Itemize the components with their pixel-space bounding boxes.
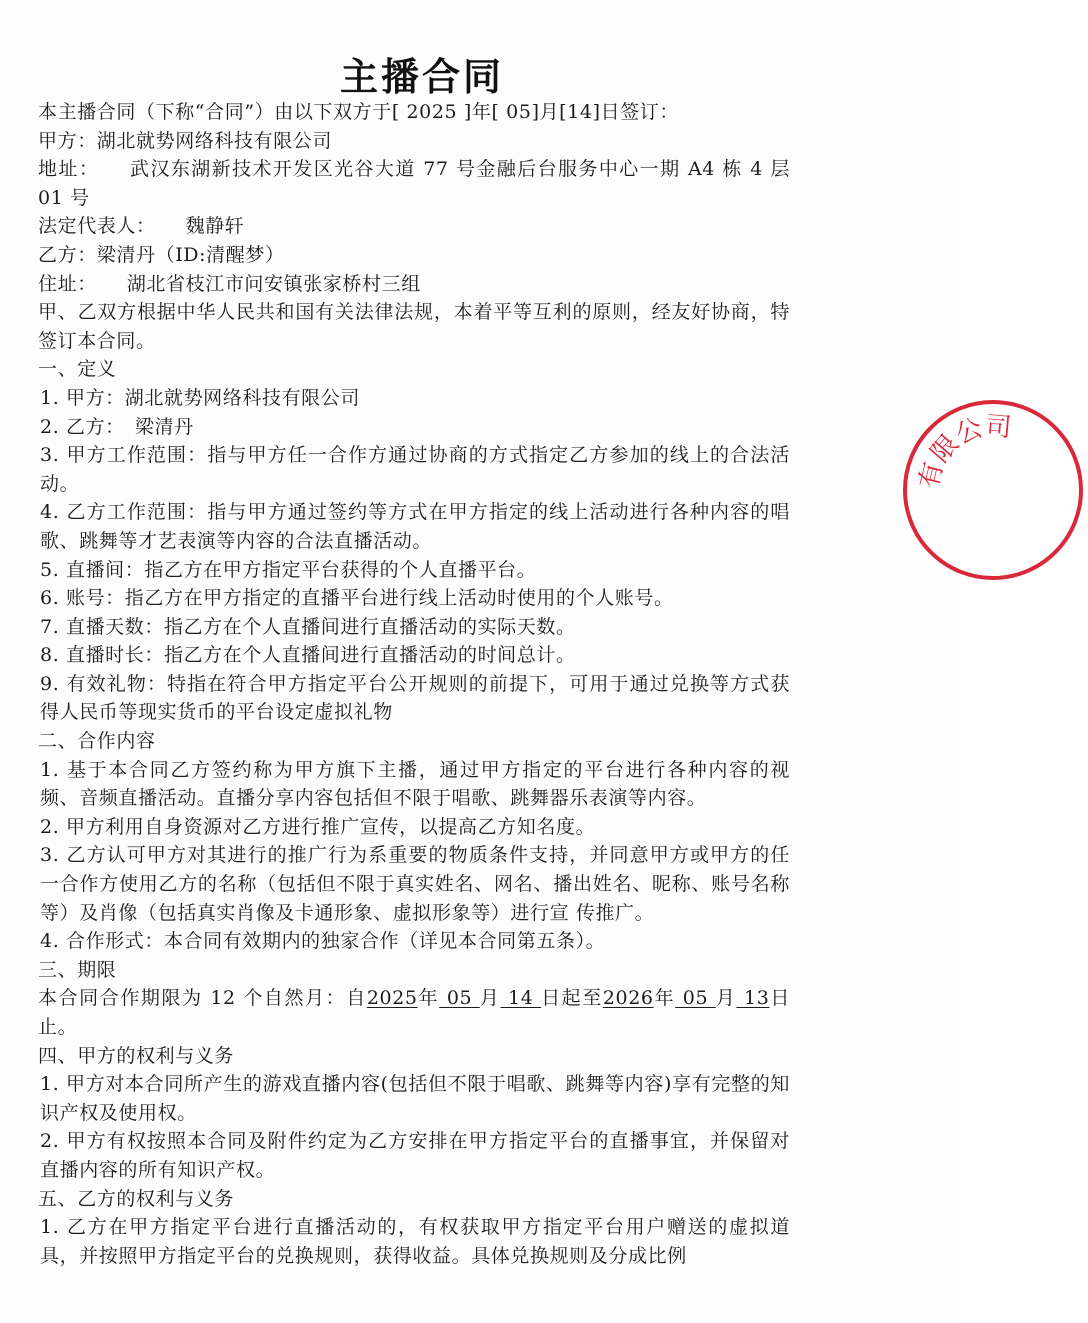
intro-line [38, 98, 790, 127]
intro-mid1: ]年[ [463, 101, 500, 123]
clause: 7. 直播天数：指乙方在个人直播间进行直播活动的实际天数。 [40, 615, 576, 638]
term-start-day: 14 [500, 987, 542, 1010]
legal-rep-value: 魏静轩 [185, 215, 245, 238]
term-year-label: 年 [653, 987, 676, 1010]
clause: 4. 乙方工作范围：指与甲方通过签约等方式在甲方指定的线上活动进行各种内容的唱歌、跳舞等才艺表演等内容的合法直播活动。 [40, 501, 790, 552]
term-year-label: 年 [417, 987, 440, 1010]
preamble-paragraph: 甲、乙双方根据中华人民共和国有关法律法规，本着平等互利的原则，经友好协商，特签订本合同。 [38, 301, 790, 352]
term-prefix: 本合同合作期限为 12 个自然月：自 [38, 987, 367, 1010]
intro-prefix: 本主播合同（下称“合同”）由以下双方于[ [38, 101, 400, 123]
clause: 2. 乙方： 梁清丹 [40, 415, 194, 438]
section-heading: 三、期限 [38, 958, 117, 981]
legal-rep-line [38, 212, 790, 241]
seal-text: 有限公司 [914, 411, 1013, 492]
intro-suffix: ]日签订： [592, 101, 680, 123]
section-heading: 一、定义 [38, 358, 117, 381]
clause: 1. 基于本合同乙方签约称为甲方旗下主播，通过甲方指定的平台进行各种内容的视频、音频直播活动。直播分享内容包括但不限于唱歌、跳舞器乐表演等内容。 [40, 758, 790, 810]
section-heading: 四、甲方的权利与义务 [38, 1044, 235, 1067]
clause: 9. 有效礼物：特指在符合甲方指定平台公开规则的前提下，可用于通过兑换等方式获得人民币等现实货币的平台设定虚拟礼物 [40, 672, 790, 724]
term-start-year: 2025 [366, 987, 418, 1010]
clause: 1. 甲方：湖北就势网络科技有限公司 [40, 386, 360, 409]
clause: 2. 甲方利用自身资源对乙方进行推广宣传，以提高乙方知名度。 [40, 815, 596, 838]
term-end-month: 05 [675, 987, 716, 1010]
company-seal-icon [898, 395, 1088, 585]
address-label: 地址： [38, 158, 100, 181]
address-value: 武汉东湖新技术开发区光谷大道 77 号金融后台服务中心一期 A4 栋 4 层 01 号 [38, 158, 790, 209]
intro-year: 2025 [399, 101, 464, 123]
clause: 8. 直播时长：指乙方在个人直播间进行直播活动的时间总计。 [40, 644, 576, 667]
clause: 1. 甲方对本合同所产生的游戏直播内容(包括但不限于唱歌、跳舞等内容)享有完整的知识产权及使用权。 [40, 1073, 790, 1124]
residence-label: 住址： [38, 272, 97, 295]
clause: 4. 合作形式：本合同有效期内的独家合作（详见本合同第五条）。 [40, 930, 606, 953]
term-month-label: 月 [479, 987, 501, 1010]
term-month-label: 月 [715, 987, 737, 1010]
address-line [38, 155, 790, 212]
page-title: 主播合同 [339, 54, 504, 99]
residence-line [38, 270, 790, 299]
clause: 6. 账号：指乙方在甲方指定的直播平台进行线上活动时使用的个人账号。 [40, 587, 674, 610]
intro-month: 05 [499, 101, 532, 123]
clause: 3. 甲方工作范围：指与甲方任一合作方通过协商的方式指定乙方参加的线上的合法活动。 [40, 444, 790, 495]
term-clause [38, 984, 790, 1041]
contract-body [38, 98, 790, 1270]
term-day-label: 日起至 [541, 987, 603, 1010]
clause: 3. 乙方认可甲方对其进行的推广行为系重要的物质条件支持，并同意甲方或甲方的任一合作方使用乙方的名称（包括但不限于真实姓名、网名、播出姓名、昵称、账号名称等）及肖像（包括真实肖像及卡通形象、虚拟形象等）进行宣 传推广。 [40, 844, 790, 924]
party-a-line: 甲方：湖北就势网络科技有限公司 [38, 129, 333, 152]
residence-value: 湖北省枝江市问安镇张家桥村三组 [126, 272, 421, 295]
party-b-line: 乙方：梁清丹（ID:清醒梦） [38, 243, 285, 266]
intro-day: 14 [567, 101, 593, 123]
term-end-day: 13 [736, 987, 770, 1010]
term-end-suffix: 日止。 [38, 987, 791, 1038]
intro-mid2: ]月[ [531, 101, 568, 123]
clause: 2. 甲方有权按照本合同及附件约定为乙方安排在甲方指定平台的直播事宜，并保留对直播内容的所有知识产权。 [40, 1130, 790, 1181]
clause: 1. 乙方在甲方指定平台进行直播活动的，有权获取甲方指定平台用户赠送的虚拟道具，并按照甲方指定平台的兑换规则，获得收益。具体兑换规则及分成比例 [40, 1216, 790, 1267]
section-heading: 二、合作内容 [38, 730, 156, 753]
section-heading: 五、乙方的权利与义务 [38, 1187, 235, 1210]
clause: 5. 直播间：指乙方在甲方指定平台获得的个人直播平台。 [40, 558, 537, 581]
legal-rep-label: 法定代表人： [38, 215, 156, 238]
term-start-month: 05 [439, 987, 480, 1010]
term-end-year: 2026 [602, 987, 654, 1010]
